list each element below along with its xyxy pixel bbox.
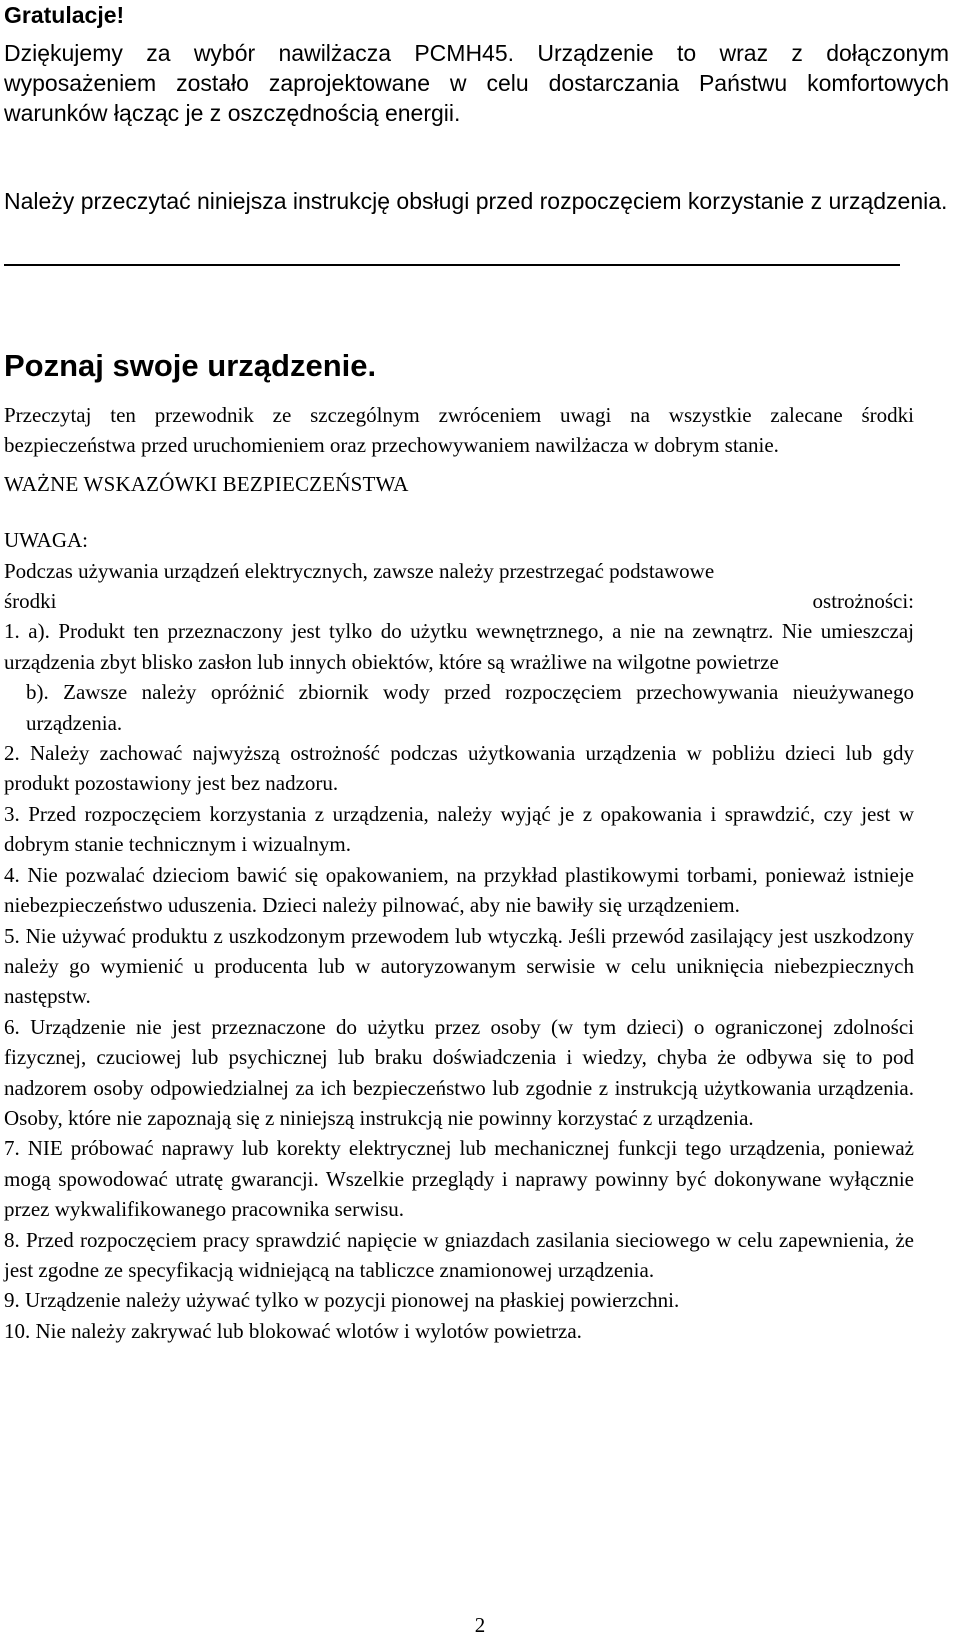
warning-text: Podczas używania urządzeń elektrycznych, zawsze należy przestrzegać podstawowe — [4, 558, 715, 583]
safety-item-1b: b). Zawsze należy opróżnić zbiornik wody przed rozpoczęciem przechowywania nieużywanego urządzenia. — [26, 680, 914, 735]
guide-intro-paragraph: Przeczytaj ten przewodnik ze szczególnym zwróceniem uwagi na wszystkie zalecane środki bezpieczeństwa przed uruchomieniem oraz przechowywaniem nawilżacza w dobrym stanie. — [4, 403, 914, 458]
safety-item-5: 5. Nie używać produktu z uszkodzonym przewodem lub wtyczką. Jeśli przewód zasilający jest uszkodzony należy go wymienić u producenta lub w autoryzowanym serwisie w celu uniknięcia niebezpiecznych następstw. — [4, 923, 914, 1009]
warning-text-end-line — [4, 586, 914, 616]
greeting-heading: Gratulacje! — [4, 2, 125, 28]
section-title: Poznaj swoje urządzenie. — [4, 348, 377, 383]
warning-label: UWAGA: — [4, 528, 88, 553]
safety-item-4: 4. Nie pozwalać dzieciom bawić się opakowaniem, na przykład plastikowymi torbami, ponieważ istnieje niebezpieczeństwo uduszenia. Dzieci należy pilnować, aby nie bawiły się urządzeniem. — [4, 862, 914, 918]
safety-body — [4, 400, 914, 1346]
page-number: 2 — [474, 1613, 486, 1637]
safety-item-1a: 1. a). Produkt ten przeznaczony jest tylko do użytku wewnętrznego, a nie na zewnątrz. Nie umieszczaj urządzenia zbyt blisko zasłon lub innych obiektów, które są wrażliwe na wilgotne powietrze — [4, 619, 914, 674]
warning-text-end-right: ostrożności: — [812, 589, 914, 614]
safety-item-10: 10. Nie należy zakrywać lub blokować wlotów i wylotów powietrza. — [4, 1318, 582, 1343]
safety-item-6: 6. Urządzenie nie jest przeznaczone do użytku przez osoby (w tym dzieci) o ograniczonej zdolności fizycznej, czuciowej lub psychicznej lub braku doświadczenia i wiedzy, chyba że odbywa się to pod nadzorem osoby odpowiedzialnej za ich bezpieczeństwo lub zgodnie z instrukcją użytkowania urządzenia. Osoby, które nie zapoznają się z niniejszą instrukcją nie powinny korzystać z urządzenia. — [4, 1014, 914, 1130]
safety-item-7: 7. NIE próbować naprawy lub korekty elektrycznej lub mechanicznej funkcji tego urządzenia, ponieważ mogą spowodować utratę gwarancji. Wszelkie przeglądy i naprawy powinny być dokonywane wyłącznie przez wykwalifikowanego pracownika serwisu. — [4, 1136, 914, 1222]
horizontal-divider — [4, 264, 900, 266]
safety-item-2: 2. Należy zachować najwyższą ostrożność podczas użytkowania urządzenia w pobliżu dzieci lub gdy produkt pozostawiony jest bez nadzoru. — [4, 741, 914, 796]
safety-item-9: 9. Urządzenie należy używać tylko w pozycji pionowej na płaskiej powierzchni. — [4, 1288, 680, 1313]
safety-item-3: 3. Przed rozpoczęciem korzystania z urządzenia, należy wyjąć je z opakowania i sprawdzić, czy jest w dobrym stanie technicznym i wizualnym. — [4, 801, 914, 857]
warning-text-end-left: środki — [4, 589, 57, 614]
safety-item-8: 8. Przed rozpoczęciem pracy sprawdzić napięcie w gniazdach zasilania sieciowego w celu zapewnienia, że jest zgodne ze specyfikacją widniejącą na tabliczce znamionowej urządzenia. — [4, 1227, 914, 1282]
safety-heading: WAŻNE WSKAZÓWKI BEZPIECZEŃSTWA — [4, 471, 409, 496]
intro-paragraph: Dziękujemy za wybór nawilżacza PCMH45. Urządzenie to wraz z dołączonym wyposażeniem zostało zaprojektowane w celu dostarczania Państwu komfortowych warunków łącząc je z oszczędnością energii. — [4, 40, 949, 126]
read-manual-notice: Należy przeczytać niniejsza instrukcję obsługi przed rozpoczęciem korzystanie z urządzenia. — [4, 188, 948, 214]
